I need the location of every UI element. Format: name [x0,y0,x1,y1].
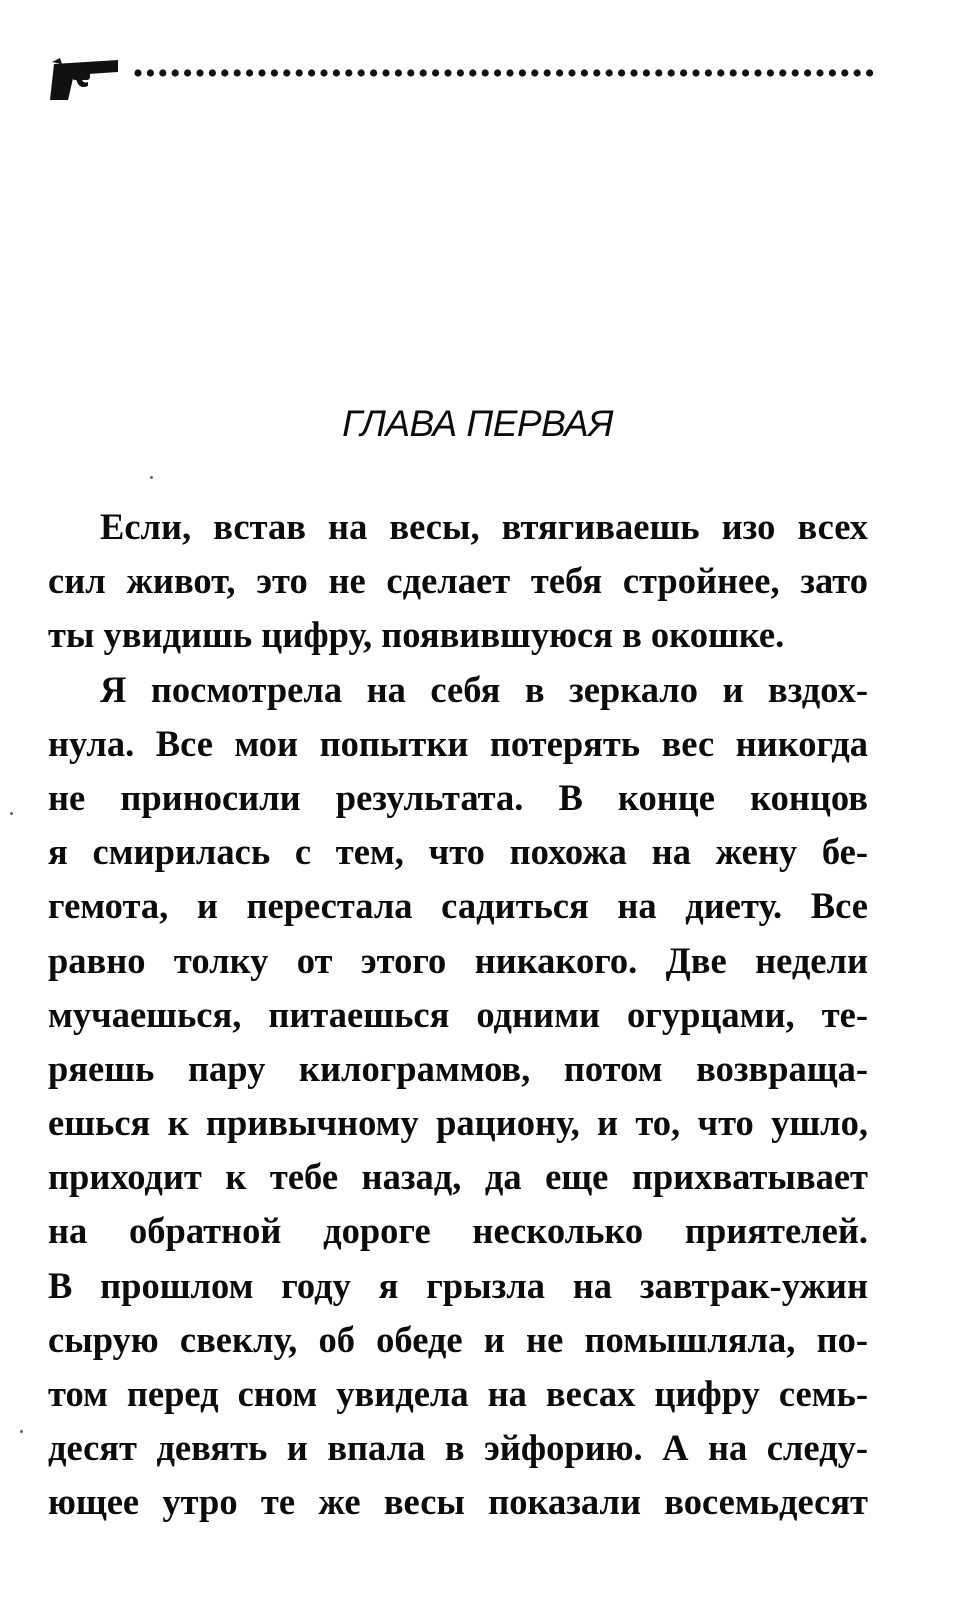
text-line: сил живот, это не сделает тебя стройнее, зато [48,560,868,602]
dot [494,69,501,76]
dot [308,69,315,76]
text-line: равно толку от этого никакого. Две недели [48,939,868,981]
chapter-title: ГЛАВА ПЕРВАЯ [342,403,613,444]
dot [655,69,662,76]
dot [246,69,253,76]
text-line: гемота, и перестала садиться на диету. Все [48,885,868,927]
text-line: ющее утро те же весы показали восемьдесят [48,1481,868,1523]
text-line: не приносили результата. В конце концов [48,776,868,818]
dot [866,69,873,76]
text-line: ешься к привычному рациону, и то, что ушло, [48,1102,868,1144]
dot [420,69,427,76]
dot [680,69,687,76]
dot [196,69,203,76]
text-line: приходит к тебе назад, да еще прихватывает [48,1156,868,1198]
dotted-rule [134,68,878,78]
dot [209,69,216,76]
dot [457,69,464,76]
text-line: десят девять и впала в эйфорию. А на следу- [48,1427,868,1469]
dot [333,69,340,76]
dot [382,69,389,76]
dot [221,69,228,76]
dot [358,69,365,76]
dot [395,69,402,76]
dot [234,69,241,76]
dot [816,69,823,76]
dot [258,69,265,76]
dot [531,69,538,76]
dot [717,69,724,76]
dot [630,69,637,76]
dot [544,69,551,76]
dot [754,69,761,76]
dot [482,69,489,76]
dot [568,69,575,76]
revolver-icon [48,52,120,104]
dot [767,69,774,76]
dot [519,69,526,76]
dot [370,69,377,76]
text-line: ряешь пару килограммов, потом возвраща- [48,1047,868,1089]
dot [147,69,154,76]
text-line: нула. Все мои попытки потерять вес никогда [48,722,868,764]
dot [320,69,327,76]
dot [606,69,613,76]
dot [345,69,352,76]
text-line: Если, встав на весы, втягиваешь изо всех [100,506,868,547]
chapter-body [48,500,868,1530]
text-line: ты увидишь цифру, появившуюся в окошке. [48,614,785,656]
dot [804,69,811,76]
text-line: том перед сном увидела на весах цифру семь- [48,1373,868,1414]
text-line: я смирилась с тем, что похожа на жену бе- [48,831,868,873]
print-speck [10,812,13,815]
dot [444,69,451,76]
dot [742,69,749,76]
dot [172,69,179,76]
dot [668,69,675,76]
dot [469,69,476,76]
text-line: на обратной дороге несколько приятелей. [48,1210,868,1252]
text-line: В прошлом году я грызла на завтрак-ужин [48,1264,868,1306]
dot [705,69,712,76]
dot [841,69,848,76]
dot [159,69,166,76]
dot [593,69,600,76]
dot [792,69,799,76]
text-line: сырую свеклу, об обеде и не помышляла, по- [48,1318,868,1360]
dot [184,69,191,76]
dot [556,69,563,76]
dot [779,69,786,76]
dot [134,69,141,76]
text-line: Я посмотрела на себя в зеркало и вздох- [100,668,868,710]
dot [692,69,699,76]
dot [829,69,836,76]
dot [618,69,625,76]
dot [581,69,588,76]
page-header-ornament [48,52,878,108]
dot [432,69,439,76]
dot [271,69,278,76]
print-speck [150,476,153,479]
dot [506,69,513,76]
dot [296,69,303,76]
print-speck [20,1430,23,1433]
dot [730,69,737,76]
text-line: мучаешься, питаешься одними огурцами, те- [48,993,868,1035]
dot [643,69,650,76]
dot [407,69,414,76]
dot [854,69,861,76]
dot [283,69,290,76]
